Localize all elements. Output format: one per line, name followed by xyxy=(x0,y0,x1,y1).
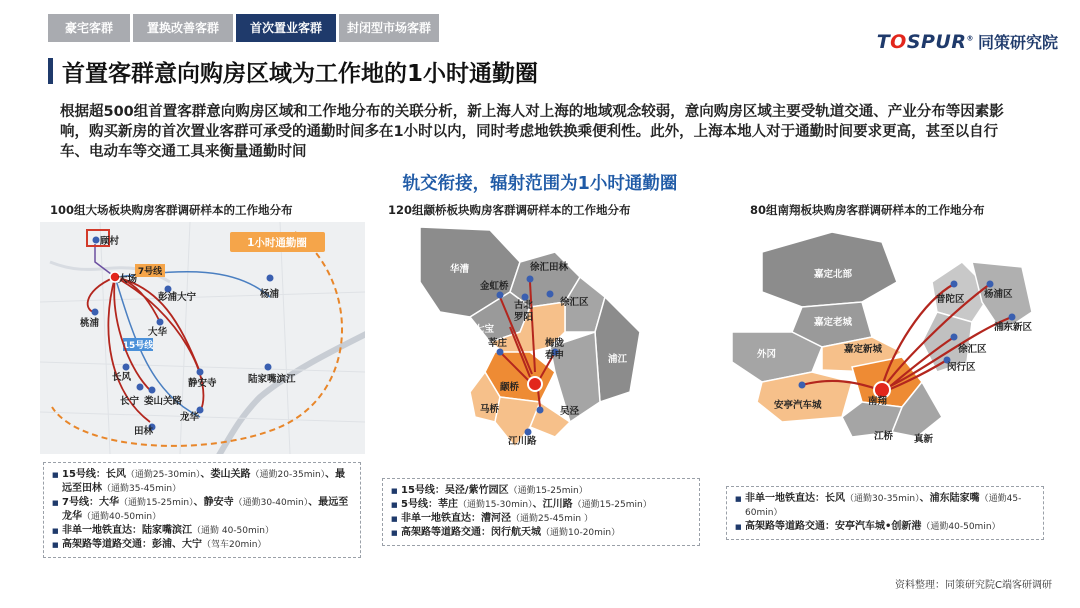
label-tianlin: 田林 xyxy=(134,426,154,437)
label-luoyang: 罗阳 xyxy=(514,312,534,323)
label-jiading-old: 嘉定老城 xyxy=(814,317,853,328)
label-pudong: 浦东新区 xyxy=(994,322,1033,333)
label-dahua: 大华 xyxy=(148,327,168,338)
note-row: ■ 高架路等道路交通：安亭汽车城•创新港（通勤40-50min） xyxy=(735,520,1035,534)
label-gubei: 古北 xyxy=(514,300,534,311)
map-zhuanqiao xyxy=(380,222,705,454)
label-meilong: 梅陇 xyxy=(545,338,565,349)
label-loushan: 娄山关路 xyxy=(144,396,183,407)
label-qibao: 七宝 xyxy=(475,324,495,335)
institute-name: 同策研究院 xyxy=(977,33,1058,52)
line7-badge: 7号线 xyxy=(137,267,163,277)
label-yangpu-district: 杨浦区 xyxy=(984,289,1013,300)
tab-luxury[interactable]: 豪宅客群 xyxy=(48,14,130,42)
notes-dachang xyxy=(43,462,361,558)
nav-tabs xyxy=(48,14,439,42)
page-title: 首置客群意向购房区域为工作地的1小时通勤圈 xyxy=(62,61,539,87)
label-taopu: 桃浦 xyxy=(80,318,100,329)
note-row: ■ 非单一地铁直达：长风（通勤30-35min）、浦东陆家嘴（通勤45-60min） xyxy=(735,492,1035,520)
label-jiangchuan: 江川路 xyxy=(508,436,537,447)
label-minhang: 闵行区 xyxy=(947,362,976,373)
label-waigang: 外冈 xyxy=(757,349,777,360)
title-accent-bar xyxy=(48,58,53,84)
note-row: ■ 非单一地铁直达：陆家嘴滨江（通勤 40-50min） xyxy=(52,524,352,538)
note-row: ■ 非单一地铁直达：漕河泾（通勤25-45min ） xyxy=(391,512,691,526)
label-lujiazui: 陆家嘴滨江 xyxy=(248,374,296,385)
label-dachang: 大场 xyxy=(118,274,138,285)
label-jingan: 静安寺 xyxy=(188,378,217,389)
label-yangpu: 杨浦 xyxy=(260,289,280,300)
label-jiangqiao: 江桥 xyxy=(874,431,894,442)
label-nanxiang: 南翔 xyxy=(868,396,888,407)
brand-wordmark: TOSPUR® xyxy=(876,31,974,53)
description-text: 根据超500组首置客群意向购房区域和工作地分布的关联分析，新上海人对上海的地域观念较弱，意向购房区域主要受轨道交通、产业分布等因素影响，购买新房的首次置业客群可承受的通勤时间多在1小时以内，同时考虑地铁换乘便利性。此外，上海本地人对于通勤时间要求更高，甚至以自行车、电动车等交通工具来衡量通勤时间 xyxy=(60,104,1004,160)
label-xujiahui-forest: 徐汇田林 xyxy=(530,262,569,273)
note-row: ■ 15号线：长风（通勤25-30min）、娄山关路（通勤20-35min）、最远至田林（通勤35-45min） xyxy=(52,468,352,496)
notes-zhuanqiao xyxy=(382,478,700,546)
panel-title-dachang: 100组大场板块购房客群调研样本的工作地分布 xyxy=(50,203,293,217)
label-changfeng: 长风 xyxy=(112,372,132,383)
label-wujing: 吴泾 xyxy=(560,406,580,417)
map-dachang xyxy=(40,222,365,454)
subheading: 轨交衔接，辐射范围为1小时通勤圈 xyxy=(402,174,678,194)
label-xuhui-district: 徐汇区 xyxy=(958,344,987,355)
label-zhenru: 真新 xyxy=(914,434,934,445)
label-pengpu: 彭浦大宁 xyxy=(158,292,197,303)
line15-badge: 15号线 xyxy=(122,341,154,351)
label-longhua: 龙华 xyxy=(180,412,200,423)
label-chunshen: 春申 xyxy=(545,350,565,361)
tab-first-home[interactable]: 首次置业客群 xyxy=(236,14,336,42)
note-row: ■ 高架路等道路交通：闵行航天城（通勤10-20min） xyxy=(391,526,691,540)
label-jiading-north: 嘉定北部 xyxy=(814,269,853,280)
tab-closed-market[interactable]: 封闭型市场客群 xyxy=(339,14,439,42)
label-changning: 长宁 xyxy=(120,396,140,407)
circle-label: 1小时通勤圈 xyxy=(247,237,307,249)
label-anting: 安亭汽车城 xyxy=(774,400,822,411)
note-row: ■ 5号线：莘庄（通勤15-30min）、江川路（通勤15-25min） xyxy=(391,498,691,512)
panel-title-nanxiang: 80组南翔板块购房客群调研样本的工作地分布 xyxy=(750,203,985,217)
label-jinhongqiao: 金虹桥 xyxy=(480,281,509,292)
label-zhuanqiao: 颛桥 xyxy=(500,382,520,393)
panel-title-zhuanqiao: 120组颛桥板块购房客群调研样本的工作地分布 xyxy=(388,203,631,217)
label-xuhui: 徐汇区 xyxy=(560,297,589,308)
label-huacao: 华漕 xyxy=(450,264,470,275)
label-putuo: 普陀区 xyxy=(936,294,965,305)
note-row: ■ 15号线：吴泾/紫竹园区（通勤15-25min） xyxy=(391,484,691,498)
notes-nanxiang xyxy=(726,486,1044,540)
tab-upgrade[interactable]: 置换改善客群 xyxy=(133,14,233,42)
label-gucun: 顾村 xyxy=(100,236,120,247)
map-nanxiang xyxy=(722,222,1047,454)
label-pujiang: 浦江 xyxy=(608,354,628,365)
note-row: ■ 7号线：大华（通勤15-25min）、静安寺（通勤30-40min）、最远至龙华（通勤40-50min） xyxy=(52,496,352,524)
source-note: 资料整理：同策研究院C端客研调研 xyxy=(895,580,1052,591)
label-xinzhuang: 莘庄 xyxy=(488,338,508,349)
label-maqiao: 马桥 xyxy=(480,404,500,415)
brand-logo xyxy=(877,30,1058,53)
note-row: ■ 高架路等道路交通：彭浦、大宁（驾车20min） xyxy=(52,538,352,552)
label-jiading-new: 嘉定新城 xyxy=(844,344,883,355)
